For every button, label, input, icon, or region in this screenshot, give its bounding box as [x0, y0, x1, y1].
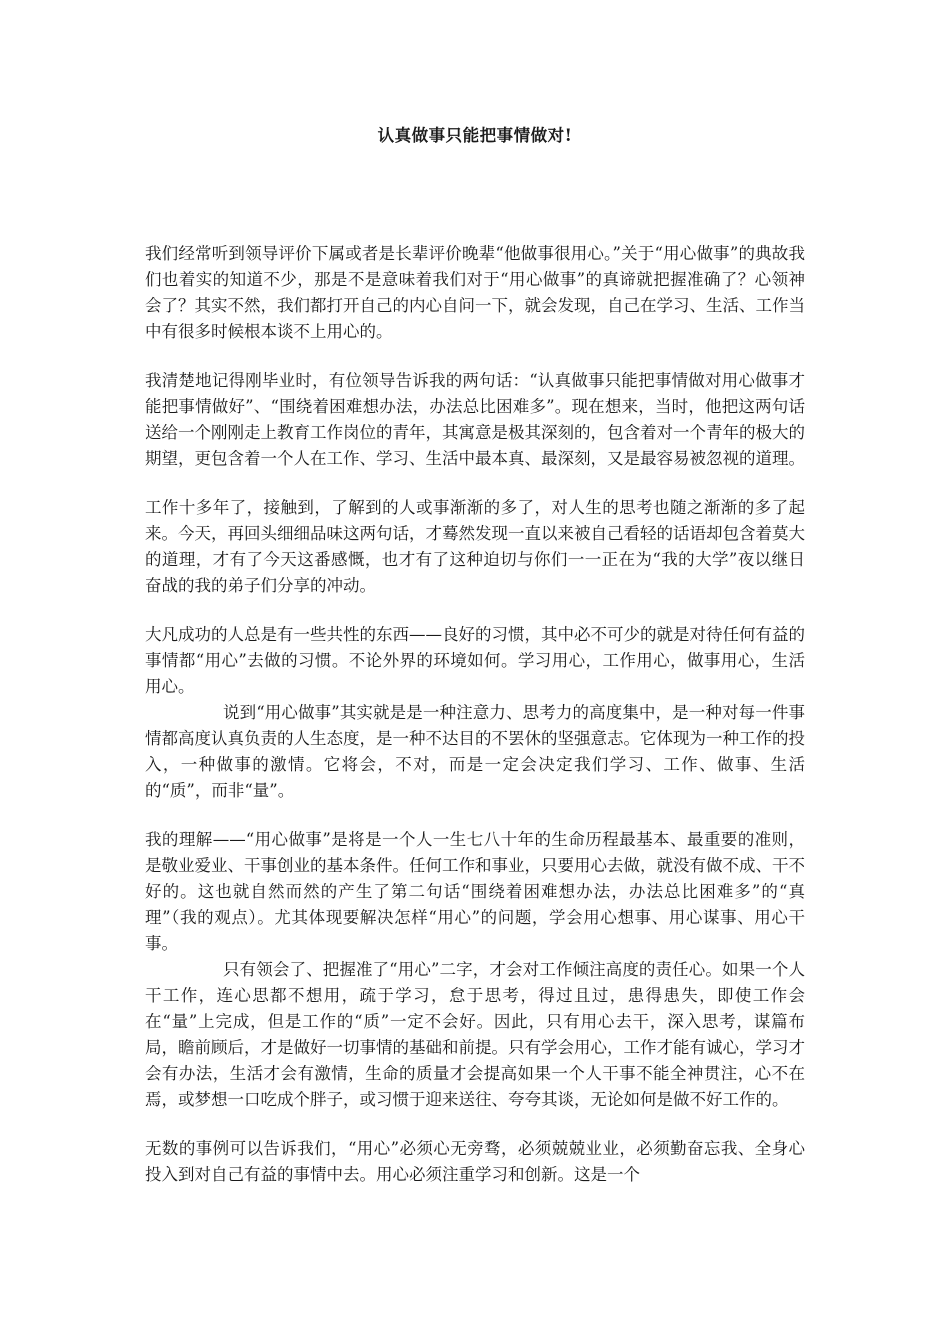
paragraph-8: 无数的事例可以告诉我们，“用心”必须心无旁骛，必须兢兢业业，必须勤奋忘我、全身心投入到对自己有益的事情中去。用心必须注重学习和创新。这是一个 — [145, 1139, 805, 1184]
paragraph-3: 工作十多年了，接触到，了解到的人或事渐渐的多了，对人生的思考也随之渐渐的多了起来。今天，再回头细细品味这两句话，才蓦然发现一直以来被自己看轻的话语却包含着莫大的道理，才有了今天这番感慨，也才有了这种迫切与你们一一正在为“我的大学”夜以继日奋战的我的弟子们分享的冲动。 — [145, 498, 805, 595]
paragraph-4: 大凡成功的人总是有一些共性的东西——良好的习惯，其中必不可少的就是对待任何有益的事情都“用心”去做的习惯。不论外界的环境如何。学习用心，工作用心，做事用心，生活用心。 — [145, 625, 805, 696]
paragraph-6: 我的理解——“用心做事”是将是一个人一生七八十年的生命历程最基本、最重要的准则，是敬业爱业、干事创业的基本条件。任何工作和事业，只要用心去做，就没有做不成、干不好的。这也就自然而然的产生了第二句话“围绕着困难想办法，办法总比困难多”的“真理”（我的观点）。尤其体现要解决怎样“用心”的问题，学会用心想事、用心谋事、用心干事。 — [145, 830, 805, 953]
paragraph-5: 说到“用心做事”其实就是是一种注意力、思考力的高度集中，是一种对每一件事情都高度认真负责的人生态度，是一种不达目的不罢休的坚强意志。它体现为一种工作的投入，一种做事的激情。它将会，不对，而是一定会决定我们学习、工作、做事、生活的“质”，而非“量”。 — [145, 703, 805, 800]
paragraph-7: 只有领会了、把握准了“用心”二字，才会对工作倾注高度的责任心。如果一个人干工作，连心思都不想用，疏于学习，怠于思考，得过且过，患得患失，即使工作会在“量”上完成，但是工作的“质”一定不会好。因此，只有用心去干，深入思考，谋篇布局，瞻前顾后，才是做好一切事情的基础和前提。只有学会用心，工作才能有诚心，学习才会有办法，生活才会有激情，生命的质量才会提高如果一个人干事不能全神贯注，心不在焉，或梦想一口吃成个胖子，或习惯于迎来送往、夸夸其谈，无论如何是做不好工作的。 — [145, 960, 805, 1109]
document-body — [145, 241, 805, 1188]
paragraph-2: 我清楚地记得刚毕业时，有位领导告诉我的两句话：“认真做事只能把事情做对用心做事才能把事情做好”、“围绕着困难想办法，办法总比困难多”。现在想来，当时，他把这两句话送给一个刚刚走上教育工作岗位的青年，其寓意是极其深刻的，包含着对一个青年的极大的期望，更包含着一个人在工作、学习、生活中最本真、最深刻，又是最容易被忽视的道理。 — [145, 371, 805, 468]
document-title: 认真做事只能把事情做对! — [377, 126, 573, 145]
paragraph-1: 我们经常听到领导评价下属或者是长辈评价晚辈“他做事很用心。”关于“用心做事”的典故我们也着实的知道不少，那是不是意味着我们对于“用心做事”的真谛就把握准确了？心领神会了？其实不然，我们都打开自己的内心自问一下，就会发现，自己在学习、生活、工作当中有很多时候根本谈不上用心的。 — [145, 244, 805, 341]
